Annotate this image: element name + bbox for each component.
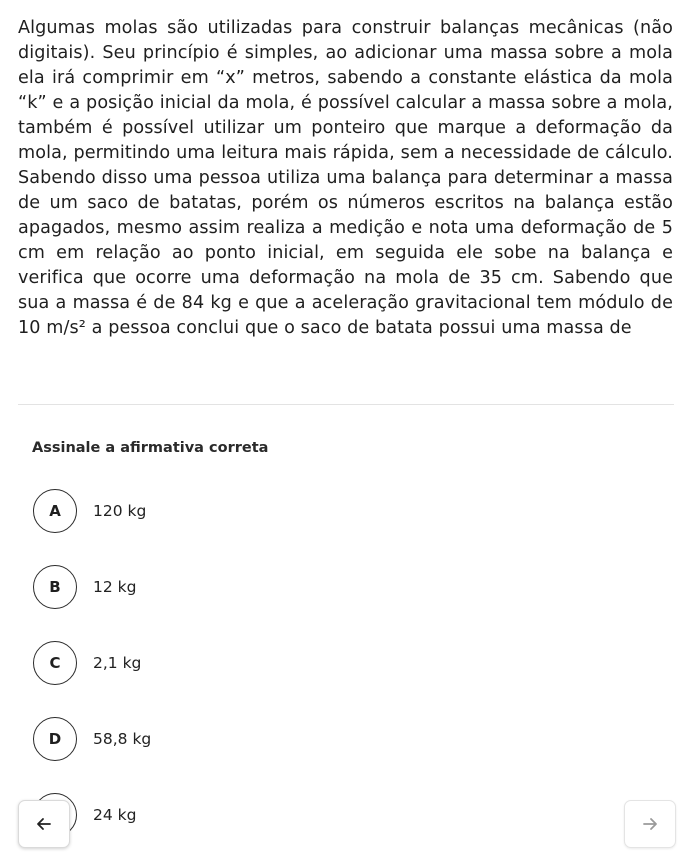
option-value: 120 kg xyxy=(93,502,147,520)
option-a[interactable] xyxy=(33,486,146,536)
arrow-right-icon xyxy=(640,814,660,834)
option-value: 24 kg xyxy=(93,806,137,824)
option-letter: C xyxy=(33,641,77,685)
question-text: Algumas molas são utilizadas para construir balanças mecânicas (não digitais). Seu princípio é simples, ao adicionar uma massa sobre a mola ela irá comprimir em “x” metros, sabendo a constante elástica da mola “k” e a posição inicial da mola, é possível calcular a massa sobre a mola, também é possível utilizar um ponteiro que marque a deformação da mola, permitindo uma leitura mais rápida, sem a necessidade de cálculo. Sabendo disso uma pessoa utiliza uma balança para determinar a massa de um saco de batatas, porém os números escritos na balança estão apagados, mesmo assim realiza a medição e nota uma deformação de 5 cm em relação ao ponto inicial, em seguida ele sobe na balança e verifica que ocorre uma deformação na mola de 35 cm. Sabendo que sua a massa é de 84 kg e que a aceleração gravitacional tem módulo de 10 m/s² a pessoa conclui que o saco de batata possui uma massa de xyxy=(18,18,673,338)
option-letter: B xyxy=(33,565,77,609)
option-value: 2,1 kg xyxy=(93,654,142,672)
option-letter: A xyxy=(33,489,77,533)
option-b[interactable] xyxy=(33,562,136,612)
divider xyxy=(18,404,674,405)
option-letter: D xyxy=(33,717,77,761)
option-d[interactable] xyxy=(33,714,151,764)
next-button[interactable] xyxy=(624,800,676,848)
option-c[interactable] xyxy=(33,638,141,688)
option-value: 12 kg xyxy=(93,578,137,596)
answer-prompt: Assinale a afirmativa correta xyxy=(32,440,269,456)
arrow-left-icon xyxy=(34,814,54,834)
option-value: 58,8 kg xyxy=(93,730,152,748)
previous-button[interactable] xyxy=(18,800,70,848)
